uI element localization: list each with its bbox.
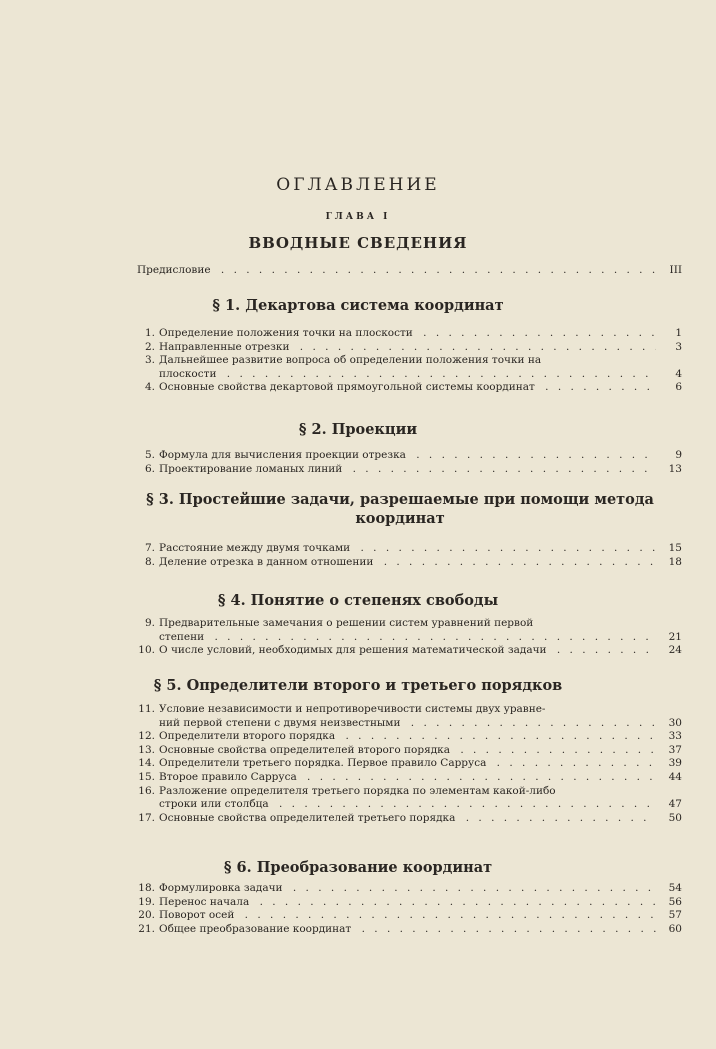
toc-entry[interactable]: [137, 757, 682, 771]
entry-number: 19.: [138, 895, 155, 908]
entry-text: Направленные отрезки: [159, 341, 293, 353]
entry-text-continued: строки или столбца: [159, 798, 273, 810]
toc-entry[interactable]: [137, 463, 682, 477]
entry-number: 3.: [144, 354, 155, 367]
entry-text: Определители второго порядка: [159, 730, 339, 742]
entry-text: Предисловие: [137, 264, 215, 276]
section-entries: [137, 449, 682, 476]
toc-entry[interactable]: [137, 327, 682, 341]
entry-page: 3: [675, 340, 682, 353]
toc-entry[interactable]: [137, 556, 682, 570]
entry-number: 20.: [138, 909, 155, 922]
toc-entry[interactable]: [137, 896, 682, 910]
toc-entry[interactable]: [137, 923, 682, 937]
entry-number: 17.: [138, 811, 155, 824]
entry-page: 37: [668, 743, 682, 756]
entry-page: 44: [668, 770, 682, 783]
toc-entry[interactable]: [137, 730, 682, 744]
entry-page: III: [669, 264, 682, 276]
entry-number: 5.: [144, 449, 155, 461]
entry-page: 60: [668, 922, 682, 935]
entry-text: Деление отрезка в данном отношении: [159, 556, 377, 568]
section-heading: § 4. Понятие о степенях свободы: [217, 592, 499, 609]
entry-text-continued: ний первой степени с двумя неизвестными: [159, 717, 404, 729]
toc-entry[interactable]: [137, 381, 682, 395]
section-heading: § 1. Декартова система координат: [212, 297, 504, 314]
section-heading: § 5. Определители второго и третьего порядков: [153, 677, 563, 694]
toc-entry[interactable]: [137, 703, 682, 730]
section-heading: § 6. Преобразование координат: [223, 859, 493, 876]
entry-number: 8.: [144, 555, 155, 568]
entry-text: Основные свойства декартовой прямоугольной системы координат: [159, 381, 539, 393]
entry-page: 6: [675, 381, 682, 394]
entry-text: Основные свойства определителей второго порядка: [159, 744, 454, 756]
toc-title: ОГЛАВЛЕНИЕ: [276, 175, 440, 195]
toc-entry[interactable]: [137, 341, 682, 355]
entry-number: 12.: [138, 730, 155, 743]
entry-page: 21: [668, 630, 682, 643]
entry-text: Определение положения точки на плоскости: [159, 327, 417, 339]
entry-number: 21.: [138, 922, 155, 935]
entry-text-continued: плоскости: [159, 368, 220, 380]
entry-number: 16.: [138, 784, 155, 797]
entry-text: Поворот осей: [159, 909, 238, 921]
section-heading: § 3. Простейшие задачи, разрешаемые при помощи метода координат: [146, 491, 654, 527]
entry-text: Предварительные замечания о решении систем уравнений первой: [159, 617, 534, 629]
entry-text: Проектирование ломаных линий: [159, 463, 346, 475]
entry-page: 39: [668, 757, 682, 770]
entry-page: 54: [668, 882, 682, 894]
entry-text: Основные свойства определителей третьего порядка: [159, 812, 459, 824]
entry-text: Дальнейшее развитие вопроса об определении положения точки на: [159, 354, 542, 367]
entry-number: 6.: [144, 462, 155, 475]
section-entries: [137, 617, 682, 658]
toc-entry[interactable]: [137, 617, 682, 644]
entry-text: Формула для вычисления проекции отрезка: [159, 449, 410, 461]
chapter-name: ВВОДНЫЕ СВЕДЕНИЯ: [248, 234, 468, 252]
entry-number: 7.: [144, 542, 155, 554]
entry-page: 50: [668, 811, 682, 824]
entry-page: 1: [675, 327, 682, 339]
chapter-label: ГЛАВА I: [325, 212, 391, 222]
entry-page: 56: [668, 895, 682, 908]
toc-entry[interactable]: [137, 449, 682, 463]
entry-page: 9: [675, 449, 682, 461]
entry-text: Перенос начала: [159, 896, 253, 908]
entry-page: 18: [668, 555, 682, 568]
entry-number: 13.: [138, 743, 155, 756]
section-entries: [137, 703, 682, 825]
entry-page: 57: [668, 909, 682, 922]
entry-number: 4.: [144, 381, 155, 394]
entry-page: 33: [668, 730, 682, 743]
entry-text: Условие независимости и непротиворечивости системы двух уравне-: [159, 703, 546, 715]
entry-page: 24: [668, 644, 682, 657]
toc-entry[interactable]: [137, 354, 682, 381]
entry-text: Общее преобразование координат: [159, 923, 355, 935]
entry-text: Формулировка задачи: [159, 882, 287, 894]
section-heading: § 2. Проекции: [298, 421, 418, 438]
toc-entry[interactable]: [137, 644, 682, 658]
section-entries: [137, 882, 682, 936]
entry-number: 9.: [144, 617, 155, 629]
entry-number: 18.: [138, 882, 155, 894]
entry-page: 4: [675, 367, 682, 380]
entry-text-continued: степени: [159, 631, 208, 643]
entry-text: Второе правило Сарруса: [159, 771, 301, 783]
entry-page: 30: [668, 716, 682, 729]
section-entries: [137, 327, 682, 395]
entry-text: Разложение определителя третьего порядка по элементам какой-либо: [159, 784, 556, 797]
toc-entry[interactable]: [137, 812, 682, 826]
toc-entry[interactable]: [137, 909, 682, 923]
entry-number: 1.: [144, 327, 155, 339]
entry-number: 10.: [138, 644, 155, 657]
toc-entry[interactable]: [137, 542, 682, 556]
toc-entry[interactable]: [137, 785, 682, 812]
entry-number: 2.: [144, 340, 155, 353]
toc-entry[interactable]: [137, 771, 682, 785]
entry-page: 13: [668, 462, 682, 475]
entry-number: 15.: [138, 770, 155, 783]
toc-entry[interactable]: [137, 882, 682, 896]
toc-entry[interactable]: [137, 744, 682, 758]
section-entries: [137, 542, 682, 569]
entry-number: 11.: [138, 703, 155, 715]
entry-number: 14.: [138, 757, 155, 770]
entry-page: 15: [668, 542, 682, 554]
preface-entry[interactable]: [137, 264, 682, 278]
entry-page: 47: [668, 798, 682, 811]
entry-text: Определители третьего порядка. Первое правило Сарруса: [159, 757, 490, 769]
entry-text: Расстояние между двумя точками: [159, 542, 354, 554]
entry-text: О числе условий, необходимых для решения математической задачи: [159, 644, 551, 656]
